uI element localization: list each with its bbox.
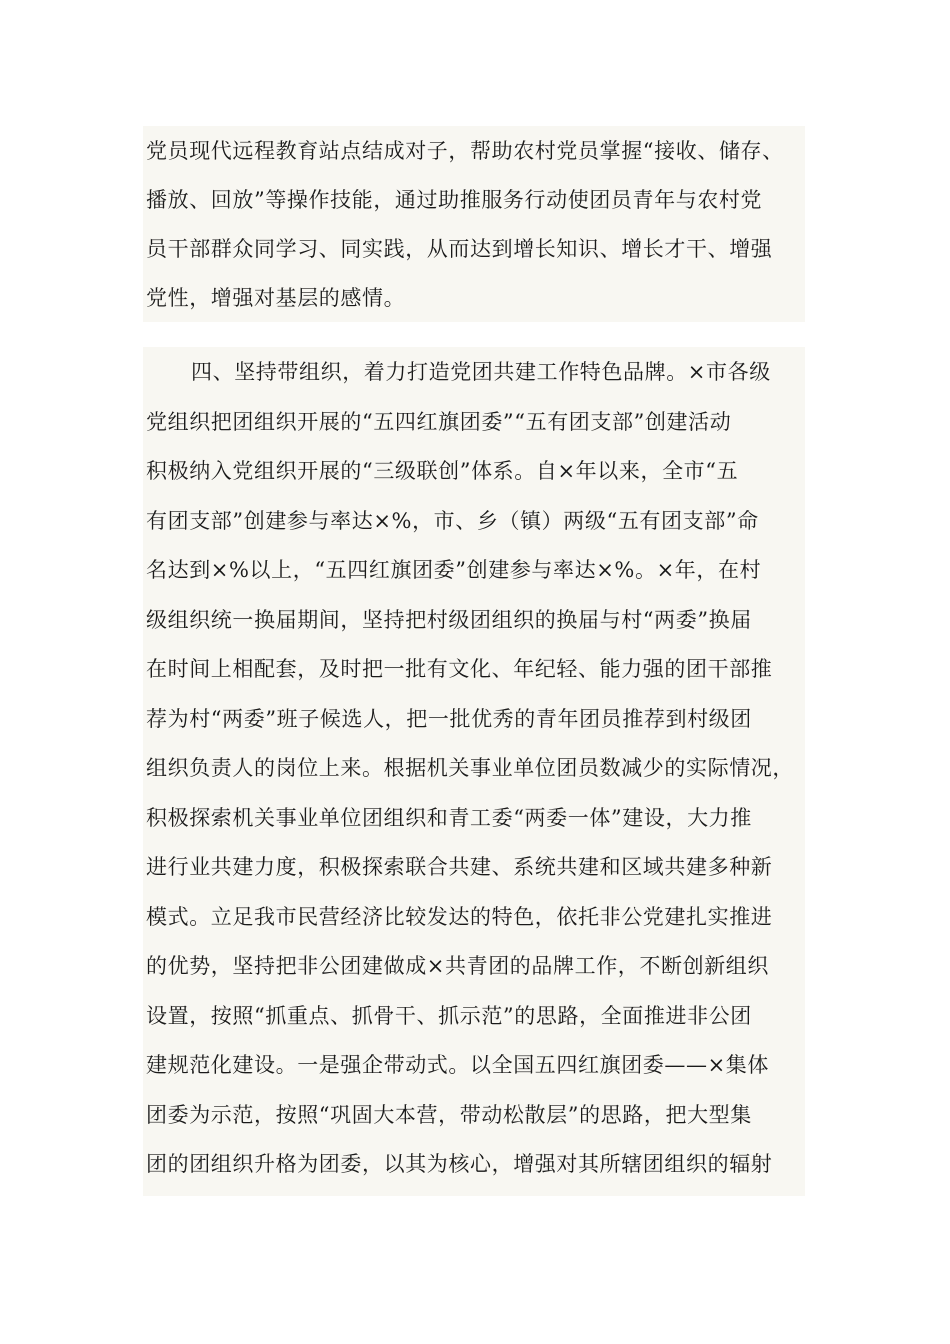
text-line: 荐为村“两委”班子候选人，把一批优秀的青年团员推荐到村级团 xyxy=(146,707,752,731)
text-line: 党性，增强对基层的感情。 xyxy=(146,286,406,310)
paragraph-continued xyxy=(143,126,805,322)
text-line: 员干部群众同学习、同实践，从而达到增长知识、增长才干、增强 xyxy=(146,237,773,261)
text-line: 设置，按照“抓重点、抓骨干、抓示范”的思路，全面推进非公团 xyxy=(146,1004,752,1028)
text-line: 建规范化建设。一是强企带动式。以全国五四红旗团委——×集体 xyxy=(146,1053,769,1077)
text-line: 模式。立足我市民营经济比较发达的特色，依托非公党建扎实推进 xyxy=(146,905,773,929)
text-line: 积极纳入党组织开展的“三级联创”体系。自×年以来，全市“五 xyxy=(146,459,739,483)
paragraph-section-four xyxy=(143,347,805,1196)
text-line: 级组织统一换届期间，坚持把村级团组织的换届与村“两委”换届 xyxy=(146,608,752,632)
text-line: 积极探索机关事业单位团组织和青工委“两委一体”建设，大力推 xyxy=(146,806,752,830)
text-line: 的优势，坚持把非公团建做成×共青团的品牌工作，不断创新组织 xyxy=(146,954,769,978)
text-line: 四、坚持带组织，着力打造党团共建工作特色品牌。×市各级 xyxy=(191,360,771,384)
text-line: 播放、回放”等操作技能，通过助推服务行动使团员青年与农村党 xyxy=(146,188,763,212)
text-line: 党组织把团组织开展的“五四红旗团委”“五有团支部”创建活动 xyxy=(146,410,732,434)
text-line: 组织负责人的岗位上来。根据机关事业单位团员数减少的实际情况， xyxy=(146,756,794,780)
text-line: 有团支部”创建参与率达×%，市、乡（镇）两级“五有团支部”命 xyxy=(146,509,759,533)
text-line: 团委为示范，按照“巩固大本营，带动松散层”的思路，把大型集 xyxy=(146,1103,752,1127)
text-line: 党员现代远程教育站点结成对子，帮助农村党员掌握“接收、储存、 xyxy=(146,139,784,163)
text-line: 名达到×%以上，“五四红旗团委”创建参与率达×%。×年，在村 xyxy=(146,558,762,582)
text-line: 团的团组织升格为团委，以其为核心，增强对其所辖团组织的辐射 xyxy=(146,1152,773,1176)
text-line: 进行业共建力度，积极探索联合共建、系统共建和区域共建多种新 xyxy=(146,855,773,879)
text-line: 在时间上相配套，及时把一批有文化、年纪轻、能力强的团干部推 xyxy=(146,657,773,681)
